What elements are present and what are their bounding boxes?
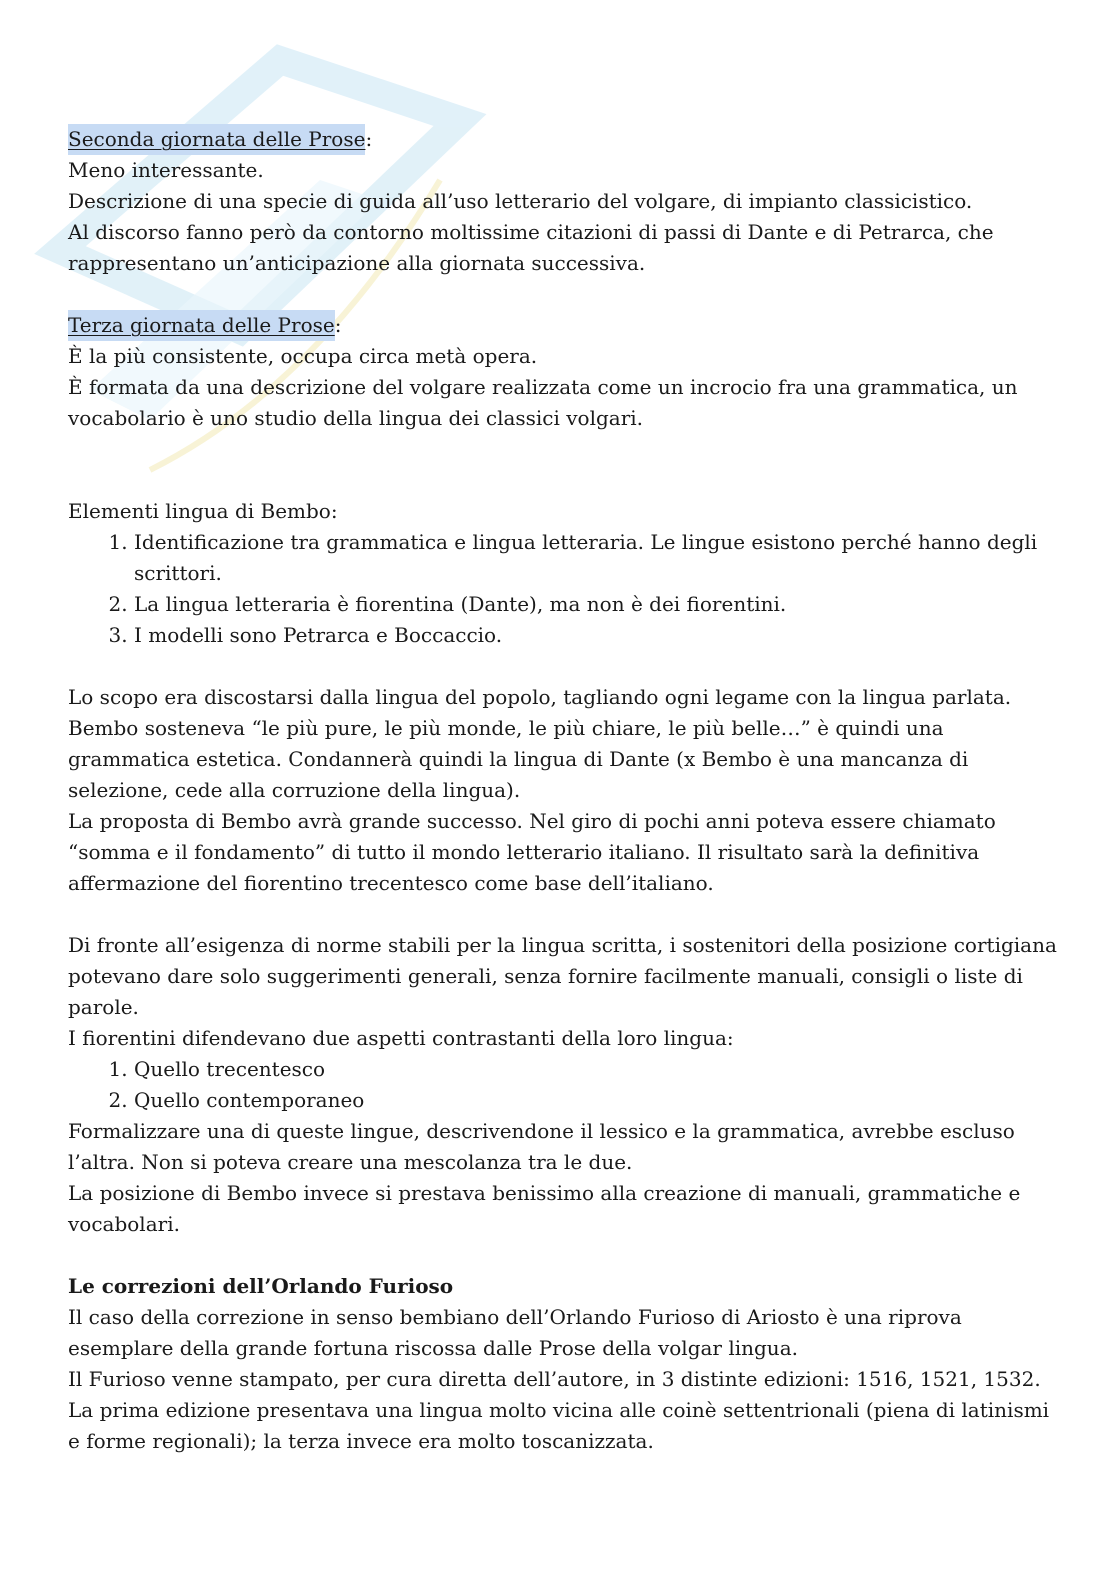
section-seconda-giornata — [68, 124, 1058, 279]
paragraph: I fiorentini difendevano due aspetti contrastanti della loro lingua: — [68, 1026, 734, 1050]
document-body — [68, 124, 1058, 1457]
paragraph: Al discorso fanno però da contorno moltissime citazioni di passi di Dante e di Petrarca, che rappresentano un’anticipazione alla giornata successiva. — [68, 220, 994, 275]
section-terza-giornata — [68, 310, 1058, 434]
paragraph: Lo scopo era discostarsi dalla lingua del popolo, tagliando ogni legame con la lingua parlata. Bembo sosteneva “le più pure, le più monde, le più chiare, le più belle…” è quindi una grammatica estetica. Condannerà quindi la lingua di Dante (x Bembo è una mancanza di selezione, cede alla corruzione della lingua). — [68, 685, 1012, 802]
paragraph: È formata da una descrizione del volgare realizzata come un incrocio fra una grammatica, un vocabolario è uno studio della lingua dei classici volgari. — [68, 375, 1018, 430]
paragraph: La prima edizione presentava una lingua molto vicina alle coinè settentrionali (piena di latinismi e forme regionali); la terza invece era molto toscanizzata. — [68, 1398, 1050, 1453]
list-item: 2. La lingua letteraria è fiorentina (Dante), ma non è dei fiorentini. — [134, 589, 1058, 620]
paragraph: Il caso della correzione in senso bembiano dell’Orlando Furioso di Ariosto è una riprova esemplare della grande fortuna riscossa dalle Prose della volgar lingua. — [68, 1305, 962, 1360]
list-item: 1. Identificazione tra grammatica e lingua letteraria. Le lingue esistono perché hanno degli scrittori. — [134, 527, 1058, 589]
paragraph: La posizione di Bembo invece si prestava benissimo alla creazione di manuali, grammatiche e vocabolari. — [68, 1181, 1021, 1236]
list-item: 2. Quello contemporaneo — [134, 1085, 1058, 1116]
numbered-list — [68, 1054, 1058, 1116]
paragraph: Il Furioso venne stampato, per cura diretta dell’autore, in 3 distinte edizioni: 1516, 1521, 1532. — [68, 1367, 1041, 1391]
section-elementi-bembo — [68, 496, 1058, 651]
paragraph: Descrizione di una specie di guida all’uso letterario del volgare, di impianto classicistico. — [68, 189, 973, 213]
list-item: 1. Quello trecentesco — [134, 1054, 1058, 1085]
numbered-list — [68, 527, 1058, 651]
list-intro: Elementi lingua di Bembo: — [68, 499, 338, 523]
section-orlando-furioso — [68, 1271, 1058, 1457]
paragraph: Formalizzare una di queste lingue, descrivendone il lessico e la grammatica, avrebbe escluso l’altra. Non si poteva creare una mescolanza tra le due. — [68, 1119, 1015, 1174]
paragraph: Di fronte all’esigenza di norme stabili per la lingua scritta, i sostenitori della posizione cortigiana potevano dare solo suggerimenti generali, senza fornire facilmente manuali, consigli o liste di parole. — [68, 933, 1057, 1019]
paragraph: La proposta di Bembo avrà grande successo. Nel giro di pochi anni poteva essere chiamato “somma e il fondamento” di tutto il mondo letterario italiano. Il risultato sarà la definitiva affermazione del fiorentino trecentesco come base dell’italiano. — [68, 809, 996, 895]
section-heading: Le correzioni dell’Orlando Furioso — [68, 1274, 454, 1298]
section-heading: Seconda giornata delle Prose: — [68, 124, 1058, 155]
list-item: 3. I modelli sono Petrarca e Boccaccio. — [134, 620, 1058, 651]
paragraph: È la più consistente, occupa circa metà opera. — [68, 344, 538, 368]
section-norme — [68, 930, 1058, 1240]
section-scopo — [68, 682, 1058, 899]
paragraph: Meno interessante. — [68, 158, 264, 182]
section-heading: Terza giornata delle Prose: — [68, 310, 1058, 341]
